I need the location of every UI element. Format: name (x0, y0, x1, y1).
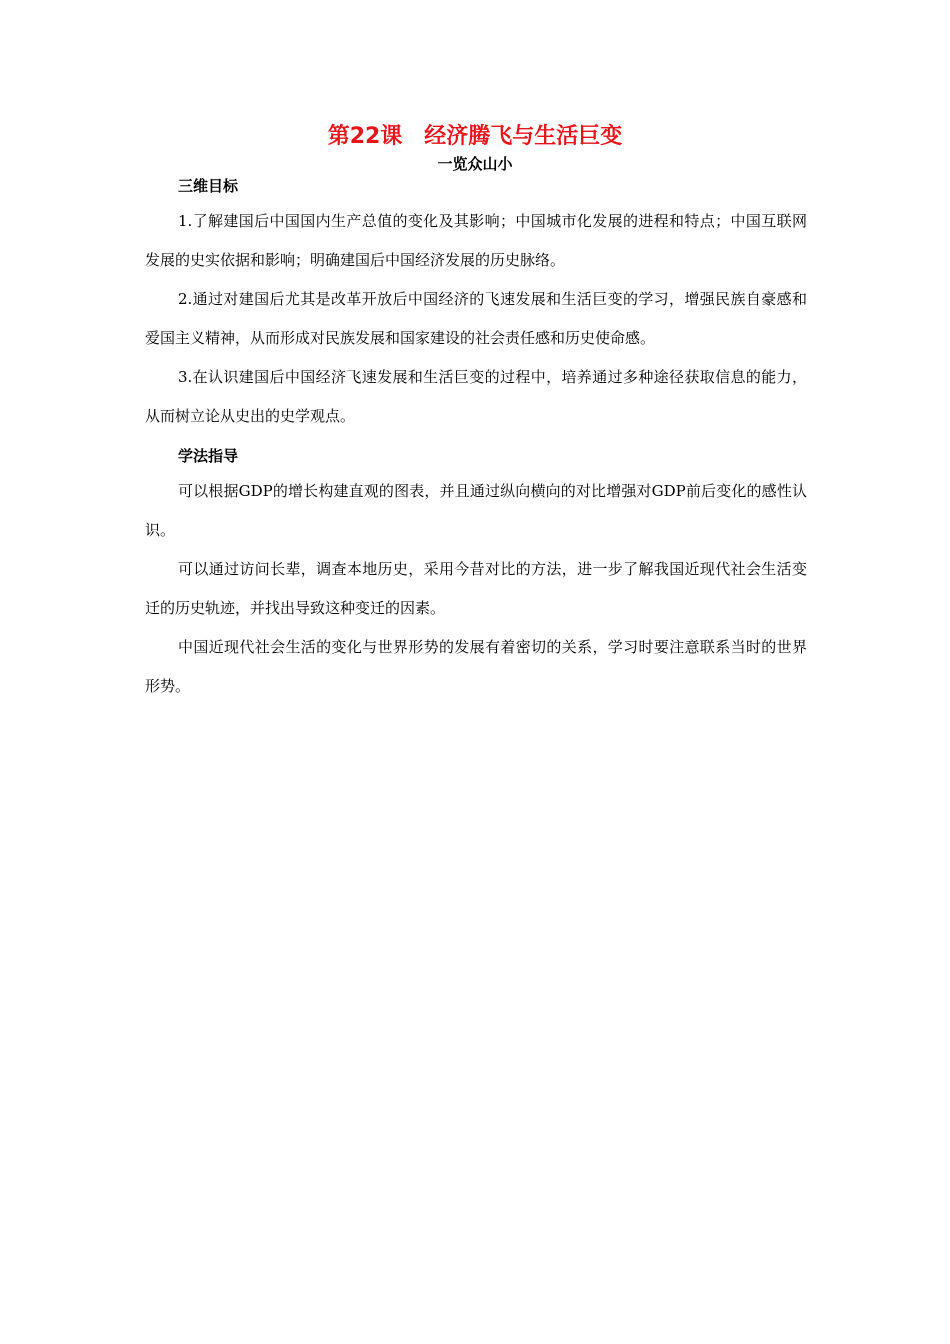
guidance-paragraph-1: 可以根据GDP的增长构建直观的图表，并且通过纵向横向的对比增强对GDP前后变化的感性认识。 (145, 482, 807, 539)
goal-paragraph-1: 1.了解建国后中国国内生产总值的变化及其影响；中国城市化发展的进程和特点；中国互联网发展的史实依据和影响；明确建国后中国经济发展的历史脉络。 (145, 212, 807, 269)
goal-paragraph-2: 2.通过对建国后尤其是改革开放后中国经济的飞速发展和生活巨变的学习，增强民族自豪感和爱国主义精神，从而形成对民族发展和国家建设的社会责任感和历史使命感。 (145, 290, 807, 347)
guidance-paragraph-2: 可以通过访问长辈，调查本地历史，采用今昔对比的方法，进一步了解我国近现代社会生活变迁的历史轨迹，并找出导致这种变迁的因素。 (145, 560, 807, 617)
lesson-subtitle: 一览众山小 (437, 155, 513, 173)
guidance-paragraph-3: 中国近现代社会生活的变化与世界形势的发展有着密切的关系，学习时要注意联系当时的世界形势。 (145, 638, 807, 695)
section-study-guidance (145, 444, 807, 706)
document-body (145, 174, 807, 706)
goal-paragraph-3: 3.在认识建国后中国经济飞速发展和生活巨变的过程中，培养通过多种途径获取信息的能力，从而树立论从史出的史学观点。 (145, 368, 807, 425)
section-three-dimensional-goals (145, 174, 807, 436)
section-heading: 学法指导 (178, 447, 239, 465)
lesson-title: 第22课 经济腾飞与生活巨变 (327, 124, 623, 149)
section-heading: 三维目标 (178, 177, 239, 195)
